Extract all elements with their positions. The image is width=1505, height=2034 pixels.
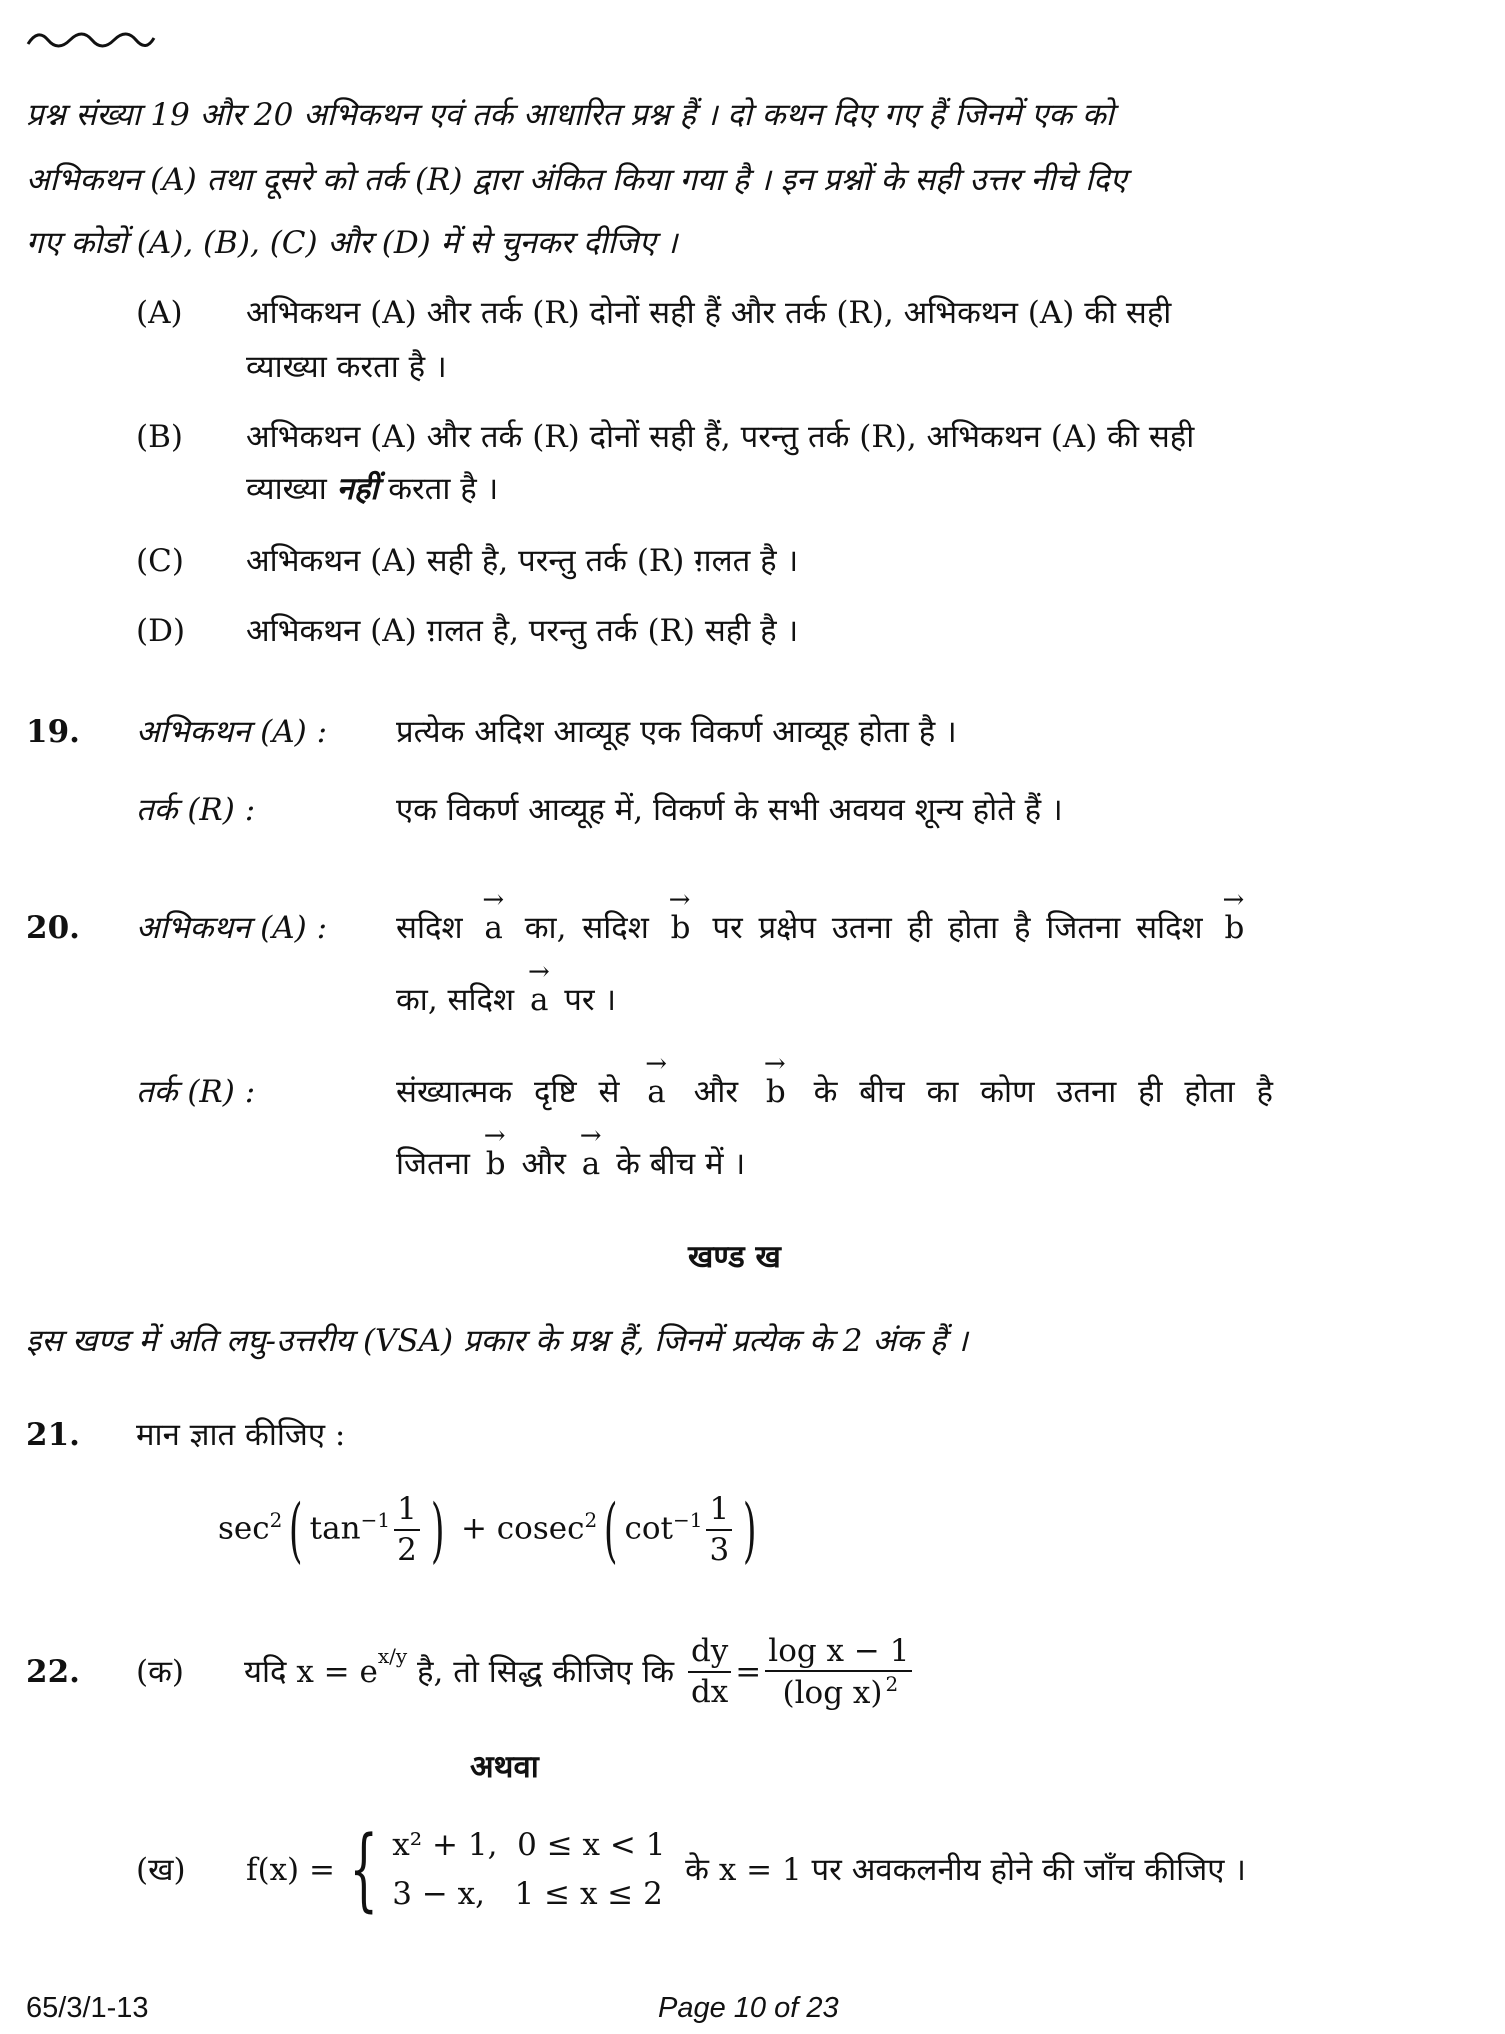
- q22-part-kha-label: (ख): [136, 1852, 186, 1888]
- denominator: dx: [690, 1674, 729, 1710]
- q20-reason-label: तर्क (R) :: [136, 1074, 256, 1110]
- q19-assertion: प्रत्येक अदिश आव्यूह एक विकर्ण आव्यूह होता है ।: [396, 714, 957, 750]
- code-a-text: अभिकथन (A) और तर्क (R) दोनों सही हैं और तर्क (R), अभिकथन (A) की सही: [246, 295, 1172, 331]
- text: tan: [309, 1510, 361, 1547]
- code-b-text: अभिकथन (A) और तर्क (R) दोनों सही हैं, परन्तु तर्क (R), अभिकथन (A) की सही: [246, 419, 1195, 455]
- text: f(x) =: [246, 1851, 335, 1888]
- q19-reason-label: तर्क (R) :: [136, 792, 256, 828]
- q22-part-ka-label: (क): [136, 1654, 184, 1690]
- text: का, सदिश: [524, 910, 649, 946]
- text: −1: [360, 1507, 391, 1532]
- brace: {: [349, 1817, 378, 1922]
- vector-b: → b: [766, 1077, 786, 1108]
- case-2: 3 − x, 1 ≤ x ≤ 2: [392, 1876, 663, 1912]
- fraction-half: [394, 1490, 420, 1570]
- text: (log x): [782, 1674, 883, 1711]
- footer-code: 65/3/1-13: [26, 1992, 149, 2024]
- vector-a: → a: [530, 985, 548, 1016]
- text: cot: [624, 1510, 673, 1547]
- text: और: [521, 1146, 566, 1182]
- text: संख्यात्मक दृष्टि से: [396, 1074, 620, 1110]
- text: पर प्रक्षेप उतना ही होता है जितना सदिश: [712, 910, 1203, 946]
- page-number: Page 10 of 23: [658, 1992, 839, 2024]
- q19-assertion-label: अभिकथन (A) :: [136, 714, 328, 750]
- vector-b: → b: [671, 913, 691, 944]
- code-c-text: अभिकथन (A) सही है, परन्तु तर्क (R) ग़लत है ।: [246, 543, 799, 579]
- text: + cosec: [460, 1510, 585, 1547]
- intro-line-2: अभिकथन (A) तथा दूसरे को तर्क (R) द्वारा अंकित किया गया है । इन प्रश्नों के सही उत्तर नीचे दिए: [26, 162, 1127, 198]
- text: व्याख्या: [246, 471, 327, 507]
- code-d-label: (D): [136, 613, 186, 649]
- q21-expression: [218, 1490, 764, 1570]
- code-b-label: (B): [136, 419, 183, 455]
- text: पर ।: [564, 982, 617, 1018]
- vector-a: → a: [582, 1149, 600, 1180]
- text: x/y: [377, 1644, 408, 1668]
- denominator: [777, 1672, 902, 1712]
- code-c-label: (C): [136, 543, 184, 579]
- text: के बीच का कोण उतना ही होता है: [813, 1074, 1273, 1110]
- section-title: खण्ड ख: [688, 1239, 781, 1275]
- q19-number: 19.: [26, 714, 80, 750]
- text: के x = 1 पर अवकलनीय होने की जाँच कीजिए ।: [685, 1851, 1246, 1888]
- text: जितना: [396, 1146, 470, 1182]
- q20-assertion-2: [396, 982, 617, 1018]
- vector-b: → b: [1224, 913, 1244, 944]
- paren: ): [743, 1488, 757, 1571]
- q22-number: 22.: [26, 1654, 80, 1690]
- vector-b: → b: [486, 1149, 506, 1180]
- piecewise-cases: [392, 1827, 666, 1912]
- q20-assertion-label: अभिकथन (A) :: [136, 910, 328, 946]
- q20-reason: [396, 1074, 1273, 1110]
- q20-reason-2: [396, 1146, 746, 1182]
- text: सदिश: [396, 910, 463, 946]
- text: है, तो सिद्ध कीजिए कि: [417, 1653, 675, 1690]
- code-a-label: (A): [136, 295, 183, 331]
- text: −1: [672, 1507, 703, 1532]
- vector-a: → a: [647, 1077, 665, 1108]
- text: का, सदिश: [396, 982, 515, 1018]
- numerator: 1: [706, 1490, 732, 1531]
- fraction-dydx: [688, 1632, 731, 1712]
- intro-line-3: गए कोडों (A), (B), (C) और (D) में से चुनकर दीजिए ।: [26, 225, 678, 261]
- text: 2: [584, 1507, 598, 1532]
- q21-text: मान ज्ञात कीजिए :: [136, 1417, 346, 1453]
- denominator: 2: [397, 1531, 417, 1568]
- emphasis-not: नहीं: [336, 471, 379, 507]
- q19-reason: एक विकर्ण आव्यूह में, विकर्ण के सभी अवयव शून्य होते हैं ।: [396, 792, 1063, 828]
- intro-line-1: प्रश्न संख्या 19 और 20 अभिकथन एवं तर्क आधारित प्रश्न हैं । दो कथन दिए गए हैं जिनमें एक को: [26, 97, 1114, 133]
- numerator: 1: [394, 1490, 420, 1531]
- text: sec: [218, 1510, 270, 1547]
- or-label: अथवा: [470, 1749, 539, 1785]
- text: 2: [885, 1672, 899, 1697]
- fraction-rhs: [765, 1632, 912, 1713]
- case-1: x² + 1, 0 ≤ x < 1: [392, 1827, 666, 1863]
- q22-part-kha: [246, 1817, 1246, 1922]
- section-instruction: इस खण्ड में अति लघु-उत्तरीय (VSA) प्रकार के प्रश्न हैं, जिनमें प्रत्येक के 2 अंक हैं ।: [26, 1323, 968, 1359]
- q20-number: 20.: [26, 910, 80, 946]
- numerator: dy: [688, 1632, 731, 1673]
- fraction-third: [706, 1490, 732, 1570]
- q20-assertion: [396, 910, 1250, 946]
- q22-part-ka: [244, 1622, 916, 1722]
- vector-a: → a: [484, 913, 502, 944]
- q21-number: 21.: [26, 1417, 80, 1453]
- text: यदि x = e: [244, 1653, 378, 1690]
- text: के बीच में ।: [616, 1146, 746, 1182]
- code-a-text-2: व्याख्या करता है ।: [246, 349, 447, 385]
- paren: (: [289, 1488, 303, 1571]
- code-b-text-2: [246, 471, 499, 507]
- paren: ): [430, 1488, 445, 1571]
- code-d-text: अभिकथन (A) ग़लत है, परन्तु तर्क (R) सही है ।: [246, 613, 799, 649]
- numerator: log x − 1: [765, 1632, 912, 1673]
- text: 2: [269, 1507, 283, 1532]
- text: और: [693, 1074, 739, 1110]
- denominator: 3: [709, 1531, 730, 1568]
- text: करता है ।: [388, 471, 499, 507]
- tilde-mark-icon: [26, 26, 156, 50]
- paren: (: [604, 1488, 618, 1571]
- text: =: [735, 1653, 762, 1690]
